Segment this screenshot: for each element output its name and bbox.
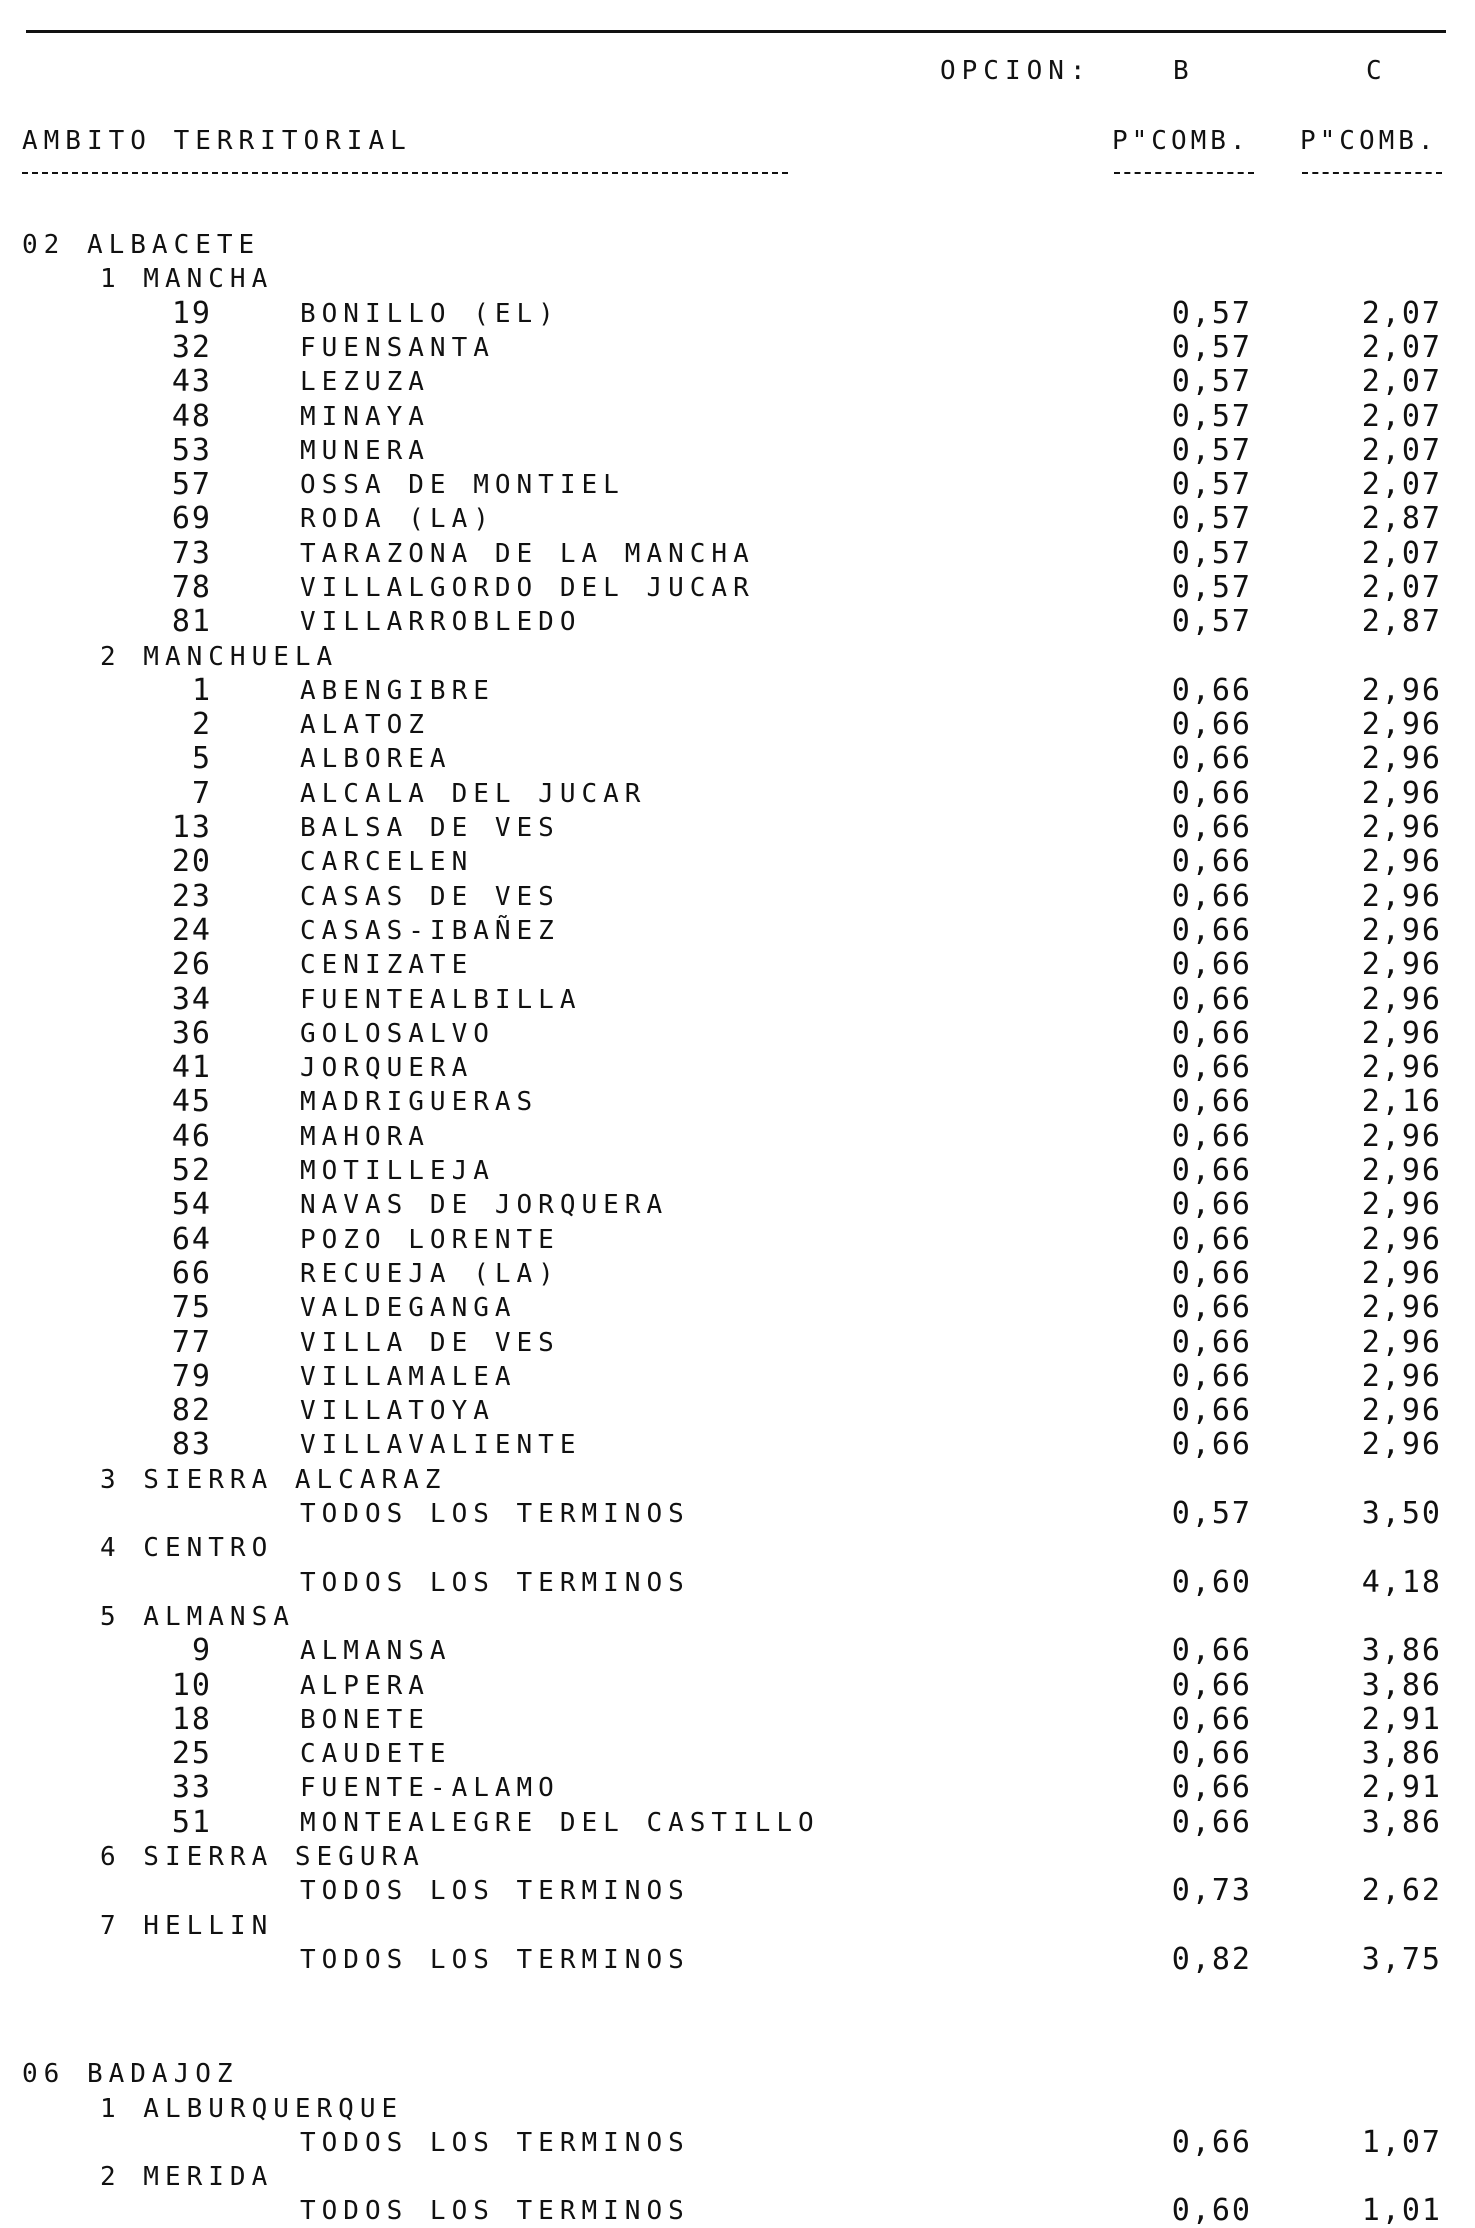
municipality-code: 10 bbox=[171, 1668, 212, 1703]
municipality-code: 64 bbox=[171, 1222, 212, 1257]
municipality-code: 51 bbox=[171, 1805, 212, 1840]
municipality-code: 73 bbox=[171, 536, 212, 571]
municipality-name: CASAS DE VES bbox=[300, 882, 560, 912]
municipality-name: VILLALGORDO DEL JUCAR bbox=[300, 573, 755, 603]
value-option-c: 2,96 bbox=[1361, 1325, 1442, 1360]
value-option-c: 2,96 bbox=[1361, 982, 1442, 1017]
municipality-name: VILLA DE VES bbox=[300, 1328, 560, 1358]
municipality-code: 83 bbox=[171, 1427, 212, 1462]
municipality-name: MONTEALEGRE DEL CASTILLO bbox=[300, 1808, 820, 1838]
all-terms-label: TODOS LOS TERMINOS bbox=[300, 1568, 690, 1598]
municipality-name: CASAS-IBAÑEZ bbox=[300, 916, 560, 946]
municipality-code: 24 bbox=[171, 913, 212, 948]
header-underline bbox=[22, 172, 788, 174]
column-c-header: C bbox=[1366, 56, 1388, 86]
municipality-name: BONETE bbox=[300, 1705, 430, 1735]
municipality-code: 33 bbox=[171, 1770, 212, 1805]
municipality-name: NAVAS DE JORQUERA bbox=[300, 1190, 669, 1220]
value-option-c: 2,96 bbox=[1361, 1393, 1442, 1428]
municipality-code: 79 bbox=[171, 1359, 212, 1394]
comarca-heading: 1 ALBURQUERQUE bbox=[100, 2094, 404, 2124]
column-b-underline bbox=[1114, 172, 1254, 174]
value-option-b: 0,66 bbox=[1171, 1256, 1252, 1291]
comarca-heading: 2 MANCHUELA bbox=[100, 642, 339, 672]
municipality-code: 43 bbox=[171, 364, 212, 399]
value-option-c: 2,07 bbox=[1361, 536, 1442, 571]
value-option-b: 0,66 bbox=[1171, 741, 1252, 776]
comarca-heading: 3 SIERRA ALCARAZ bbox=[100, 1465, 447, 1495]
municipality-name: ALPERA bbox=[300, 1671, 430, 1701]
pcomb-b-header: P"COMB. bbox=[1112, 126, 1250, 156]
all-terms-label: TODOS LOS TERMINOS bbox=[300, 2128, 690, 2158]
value-option-c: 2,07 bbox=[1361, 570, 1442, 605]
value-option-c: 2,96 bbox=[1361, 1050, 1442, 1085]
municipality-name: GOLOSALVO bbox=[300, 1019, 495, 1049]
value-option-b: 0,66 bbox=[1171, 913, 1252, 948]
value-option-c: 2,96 bbox=[1361, 1119, 1442, 1154]
municipality-code: 66 bbox=[171, 1256, 212, 1291]
municipality-name: ABENGIBRE bbox=[300, 676, 495, 706]
value-option-c: 2,16 bbox=[1361, 1084, 1442, 1119]
ambito-territorial-header: AMBITO TERRITORIAL bbox=[22, 126, 412, 156]
value-option-c: 2,96 bbox=[1361, 810, 1442, 845]
value-option-c: 2,96 bbox=[1361, 1427, 1442, 1462]
value-option-b: 0,82 bbox=[1171, 1942, 1252, 1977]
municipality-name: CARCELEN bbox=[300, 847, 474, 877]
value-option-b: 0,66 bbox=[1171, 1736, 1252, 1771]
value-option-b: 0,66 bbox=[1171, 1222, 1252, 1257]
municipality-code: 32 bbox=[171, 330, 212, 365]
value-option-c: 3,86 bbox=[1361, 1736, 1442, 1771]
value-option-b: 0,66 bbox=[1171, 879, 1252, 914]
municipality-name: POZO LORENTE bbox=[300, 1225, 560, 1255]
value-option-c: 2,96 bbox=[1361, 741, 1442, 776]
municipality-name: MINAYA bbox=[300, 402, 430, 432]
value-option-c: 2,96 bbox=[1361, 1222, 1442, 1257]
municipality-name: CENIZATE bbox=[300, 950, 474, 980]
value-option-c: 2,62 bbox=[1361, 1873, 1442, 1908]
municipality-code: 9 bbox=[191, 1633, 212, 1668]
value-option-c: 2,96 bbox=[1361, 673, 1442, 708]
municipality-code: 1 bbox=[191, 673, 212, 708]
municipality-name: VILLAVALIENTE bbox=[300, 1430, 582, 1460]
municipality-code: 13 bbox=[171, 810, 212, 845]
value-option-b: 0,57 bbox=[1171, 604, 1252, 639]
value-option-c: 2,96 bbox=[1361, 1016, 1442, 1051]
municipality-code: 48 bbox=[171, 399, 212, 434]
municipality-name: ALMANSA bbox=[300, 1636, 452, 1666]
value-option-c: 2,91 bbox=[1361, 1770, 1442, 1805]
municipality-code: 7 bbox=[191, 776, 212, 811]
municipality-code: 45 bbox=[171, 1084, 212, 1119]
municipality-code: 81 bbox=[171, 604, 212, 639]
value-option-c: 3,86 bbox=[1361, 1805, 1442, 1840]
municipality-name: FUENSANTA bbox=[300, 333, 495, 363]
value-option-b: 0,66 bbox=[1171, 1050, 1252, 1085]
value-option-b: 0,57 bbox=[1171, 570, 1252, 605]
value-option-b: 0,66 bbox=[1171, 1393, 1252, 1428]
municipality-name: MADRIGUERAS bbox=[300, 1087, 539, 1117]
municipality-code: 23 bbox=[171, 879, 212, 914]
municipality-name: ALBOREA bbox=[300, 744, 452, 774]
municipality-code: 78 bbox=[171, 570, 212, 605]
value-option-c: 3,86 bbox=[1361, 1668, 1442, 1703]
municipality-name: RODA (LA) bbox=[300, 504, 495, 534]
value-option-b: 0,57 bbox=[1171, 467, 1252, 502]
value-option-b: 0,66 bbox=[1171, 1359, 1252, 1394]
value-option-b: 0,66 bbox=[1171, 1668, 1252, 1703]
value-option-b: 0,66 bbox=[1171, 844, 1252, 879]
comarca-heading: 6 SIERRA SEGURA bbox=[100, 1842, 425, 1872]
value-option-b: 0,66 bbox=[1171, 1770, 1252, 1805]
value-option-c: 3,75 bbox=[1361, 1942, 1442, 1977]
municipality-name: JORQUERA bbox=[300, 1053, 474, 1083]
municipality-code: 54 bbox=[171, 1187, 212, 1222]
municipality-code: 41 bbox=[171, 1050, 212, 1085]
municipality-code: 52 bbox=[171, 1153, 212, 1188]
value-option-c: 2,87 bbox=[1361, 604, 1442, 639]
value-option-c: 2,96 bbox=[1361, 776, 1442, 811]
value-option-c: 2,07 bbox=[1361, 399, 1442, 434]
comarca-heading: 7 HELLIN bbox=[100, 1911, 274, 1941]
value-option-b: 0,66 bbox=[1171, 673, 1252, 708]
municipality-code: 77 bbox=[171, 1325, 212, 1360]
municipality-code: 46 bbox=[171, 1119, 212, 1154]
value-option-b: 0,57 bbox=[1171, 536, 1252, 571]
municipality-name: VILLATOYA bbox=[300, 1396, 495, 1426]
value-option-b: 0,57 bbox=[1171, 296, 1252, 331]
value-option-c: 1,07 bbox=[1361, 2125, 1442, 2160]
comarca-heading: 4 CENTRO bbox=[100, 1533, 274, 1563]
value-option-c: 2,91 bbox=[1361, 1702, 1442, 1737]
municipality-name: TARAZONA DE LA MANCHA bbox=[300, 539, 755, 569]
value-option-b: 0,66 bbox=[1171, 810, 1252, 845]
value-option-b: 0,66 bbox=[1171, 1325, 1252, 1360]
municipality-name: MAHORA bbox=[300, 1122, 430, 1152]
value-option-b: 0,66 bbox=[1171, 1016, 1252, 1051]
pcomb-c-header: P"COMB. bbox=[1300, 126, 1438, 156]
value-option-c: 2,07 bbox=[1361, 433, 1442, 468]
value-option-b: 0,66 bbox=[1171, 1290, 1252, 1325]
all-terms-label: TODOS LOS TERMINOS bbox=[300, 2196, 690, 2226]
value-option-c: 2,07 bbox=[1361, 364, 1442, 399]
municipality-name: RECUEJA (LA) bbox=[300, 1259, 560, 1289]
municipality-code: 20 bbox=[171, 844, 212, 879]
municipality-code: 57 bbox=[171, 467, 212, 502]
value-option-b: 0,57 bbox=[1171, 399, 1252, 434]
value-option-c: 4,18 bbox=[1361, 1565, 1442, 1600]
value-option-c: 2,96 bbox=[1361, 1359, 1442, 1394]
comarca-heading: 2 MERIDA bbox=[100, 2162, 274, 2192]
value-option-c: 3,86 bbox=[1361, 1633, 1442, 1668]
value-option-c: 2,96 bbox=[1361, 913, 1442, 948]
municipality-name: BONILLO (EL) bbox=[300, 299, 560, 329]
municipality-name: MOTILLEJA bbox=[300, 1156, 495, 1186]
all-terms-label: TODOS LOS TERMINOS bbox=[300, 1876, 690, 1906]
value-option-b: 0,66 bbox=[1171, 1702, 1252, 1737]
municipality-name: BALSA DE VES bbox=[300, 813, 560, 843]
value-option-b: 0,66 bbox=[1171, 947, 1252, 982]
value-option-b: 0,60 bbox=[1171, 2193, 1252, 2228]
municipality-code: 75 bbox=[171, 1290, 212, 1325]
municipality-code: 53 bbox=[171, 433, 212, 468]
municipality-name: VILLAMALEA bbox=[300, 1362, 517, 1392]
municipality-name: ALATOZ bbox=[300, 710, 430, 740]
municipality-name: OSSA DE MONTIEL bbox=[300, 470, 625, 500]
all-terms-label: TODOS LOS TERMINOS bbox=[300, 1945, 690, 1975]
municipality-code: 18 bbox=[171, 1702, 212, 1737]
value-option-b: 0,57 bbox=[1171, 1496, 1252, 1531]
value-option-b: 0,66 bbox=[1171, 707, 1252, 742]
value-option-b: 0,66 bbox=[1171, 1153, 1252, 1188]
value-option-b: 0,66 bbox=[1171, 1187, 1252, 1222]
municipality-code: 19 bbox=[171, 296, 212, 331]
municipality-code: 25 bbox=[171, 1736, 212, 1771]
value-option-c: 2,96 bbox=[1361, 879, 1442, 914]
value-option-c: 1,01 bbox=[1361, 2193, 1442, 2228]
value-option-c: 2,96 bbox=[1361, 1187, 1442, 1222]
municipality-code: 36 bbox=[171, 1016, 212, 1051]
value-option-c: 2,07 bbox=[1361, 330, 1442, 365]
value-option-c: 2,96 bbox=[1361, 947, 1442, 982]
value-option-b: 0,66 bbox=[1171, 2125, 1252, 2160]
value-option-c: 2,96 bbox=[1361, 1290, 1442, 1325]
province-heading: 02 ALBACETE bbox=[22, 230, 261, 260]
value-option-b: 0,57 bbox=[1171, 330, 1252, 365]
municipality-code: 34 bbox=[171, 982, 212, 1017]
value-option-b: 0,57 bbox=[1171, 364, 1252, 399]
value-option-b: 0,66 bbox=[1171, 1119, 1252, 1154]
comarca-heading: 1 MANCHA bbox=[100, 264, 274, 294]
value-option-b: 0,66 bbox=[1171, 1805, 1252, 1840]
value-option-b: 0,57 bbox=[1171, 433, 1252, 468]
column-b-header: B bbox=[1173, 56, 1195, 86]
municipality-name: CAUDETE bbox=[300, 1739, 452, 1769]
value-option-c: 2,07 bbox=[1361, 467, 1442, 502]
municipality-code: 69 bbox=[171, 501, 212, 536]
municipality-name: ALCALA DEL JUCAR bbox=[300, 779, 647, 809]
value-option-c: 2,87 bbox=[1361, 501, 1442, 536]
value-option-b: 0,66 bbox=[1171, 982, 1252, 1017]
municipality-code: 82 bbox=[171, 1393, 212, 1428]
municipality-name: VALDEGANGA bbox=[300, 1293, 517, 1323]
municipality-name: VILLARROBLEDO bbox=[300, 607, 582, 637]
value-option-c: 3,50 bbox=[1361, 1496, 1442, 1531]
value-option-c: 2,07 bbox=[1361, 296, 1442, 331]
value-option-b: 0,57 bbox=[1171, 501, 1252, 536]
municipality-name: LEZUZA bbox=[300, 367, 430, 397]
top-rule bbox=[26, 30, 1446, 33]
all-terms-label: TODOS LOS TERMINOS bbox=[300, 1499, 690, 1529]
municipality-name: FUENTE-ALAMO bbox=[300, 1773, 560, 1803]
column-c-underline bbox=[1302, 172, 1442, 174]
value-option-c: 2,96 bbox=[1361, 1256, 1442, 1291]
value-option-b: 0,66 bbox=[1171, 1427, 1252, 1462]
municipality-code: 2 bbox=[191, 707, 212, 742]
municipality-code: 26 bbox=[171, 947, 212, 982]
municipality-name: FUENTEALBILLA bbox=[300, 985, 582, 1015]
value-option-b: 0,66 bbox=[1171, 1084, 1252, 1119]
province-heading: 06 BADAJOZ bbox=[22, 2059, 239, 2089]
value-option-c: 2,96 bbox=[1361, 844, 1442, 879]
municipality-code: 5 bbox=[191, 741, 212, 776]
value-option-b: 0,73 bbox=[1171, 1873, 1252, 1908]
value-option-c: 2,96 bbox=[1361, 1153, 1442, 1188]
opcion-label: OPCION: bbox=[940, 56, 1092, 86]
value-option-c: 2,96 bbox=[1361, 707, 1442, 742]
comarca-heading: 5 ALMANSA bbox=[100, 1602, 295, 1632]
municipality-name: MUNERA bbox=[300, 436, 430, 466]
value-option-b: 0,66 bbox=[1171, 1633, 1252, 1668]
value-option-b: 0,66 bbox=[1171, 776, 1252, 811]
value-option-b: 0,60 bbox=[1171, 1565, 1252, 1600]
